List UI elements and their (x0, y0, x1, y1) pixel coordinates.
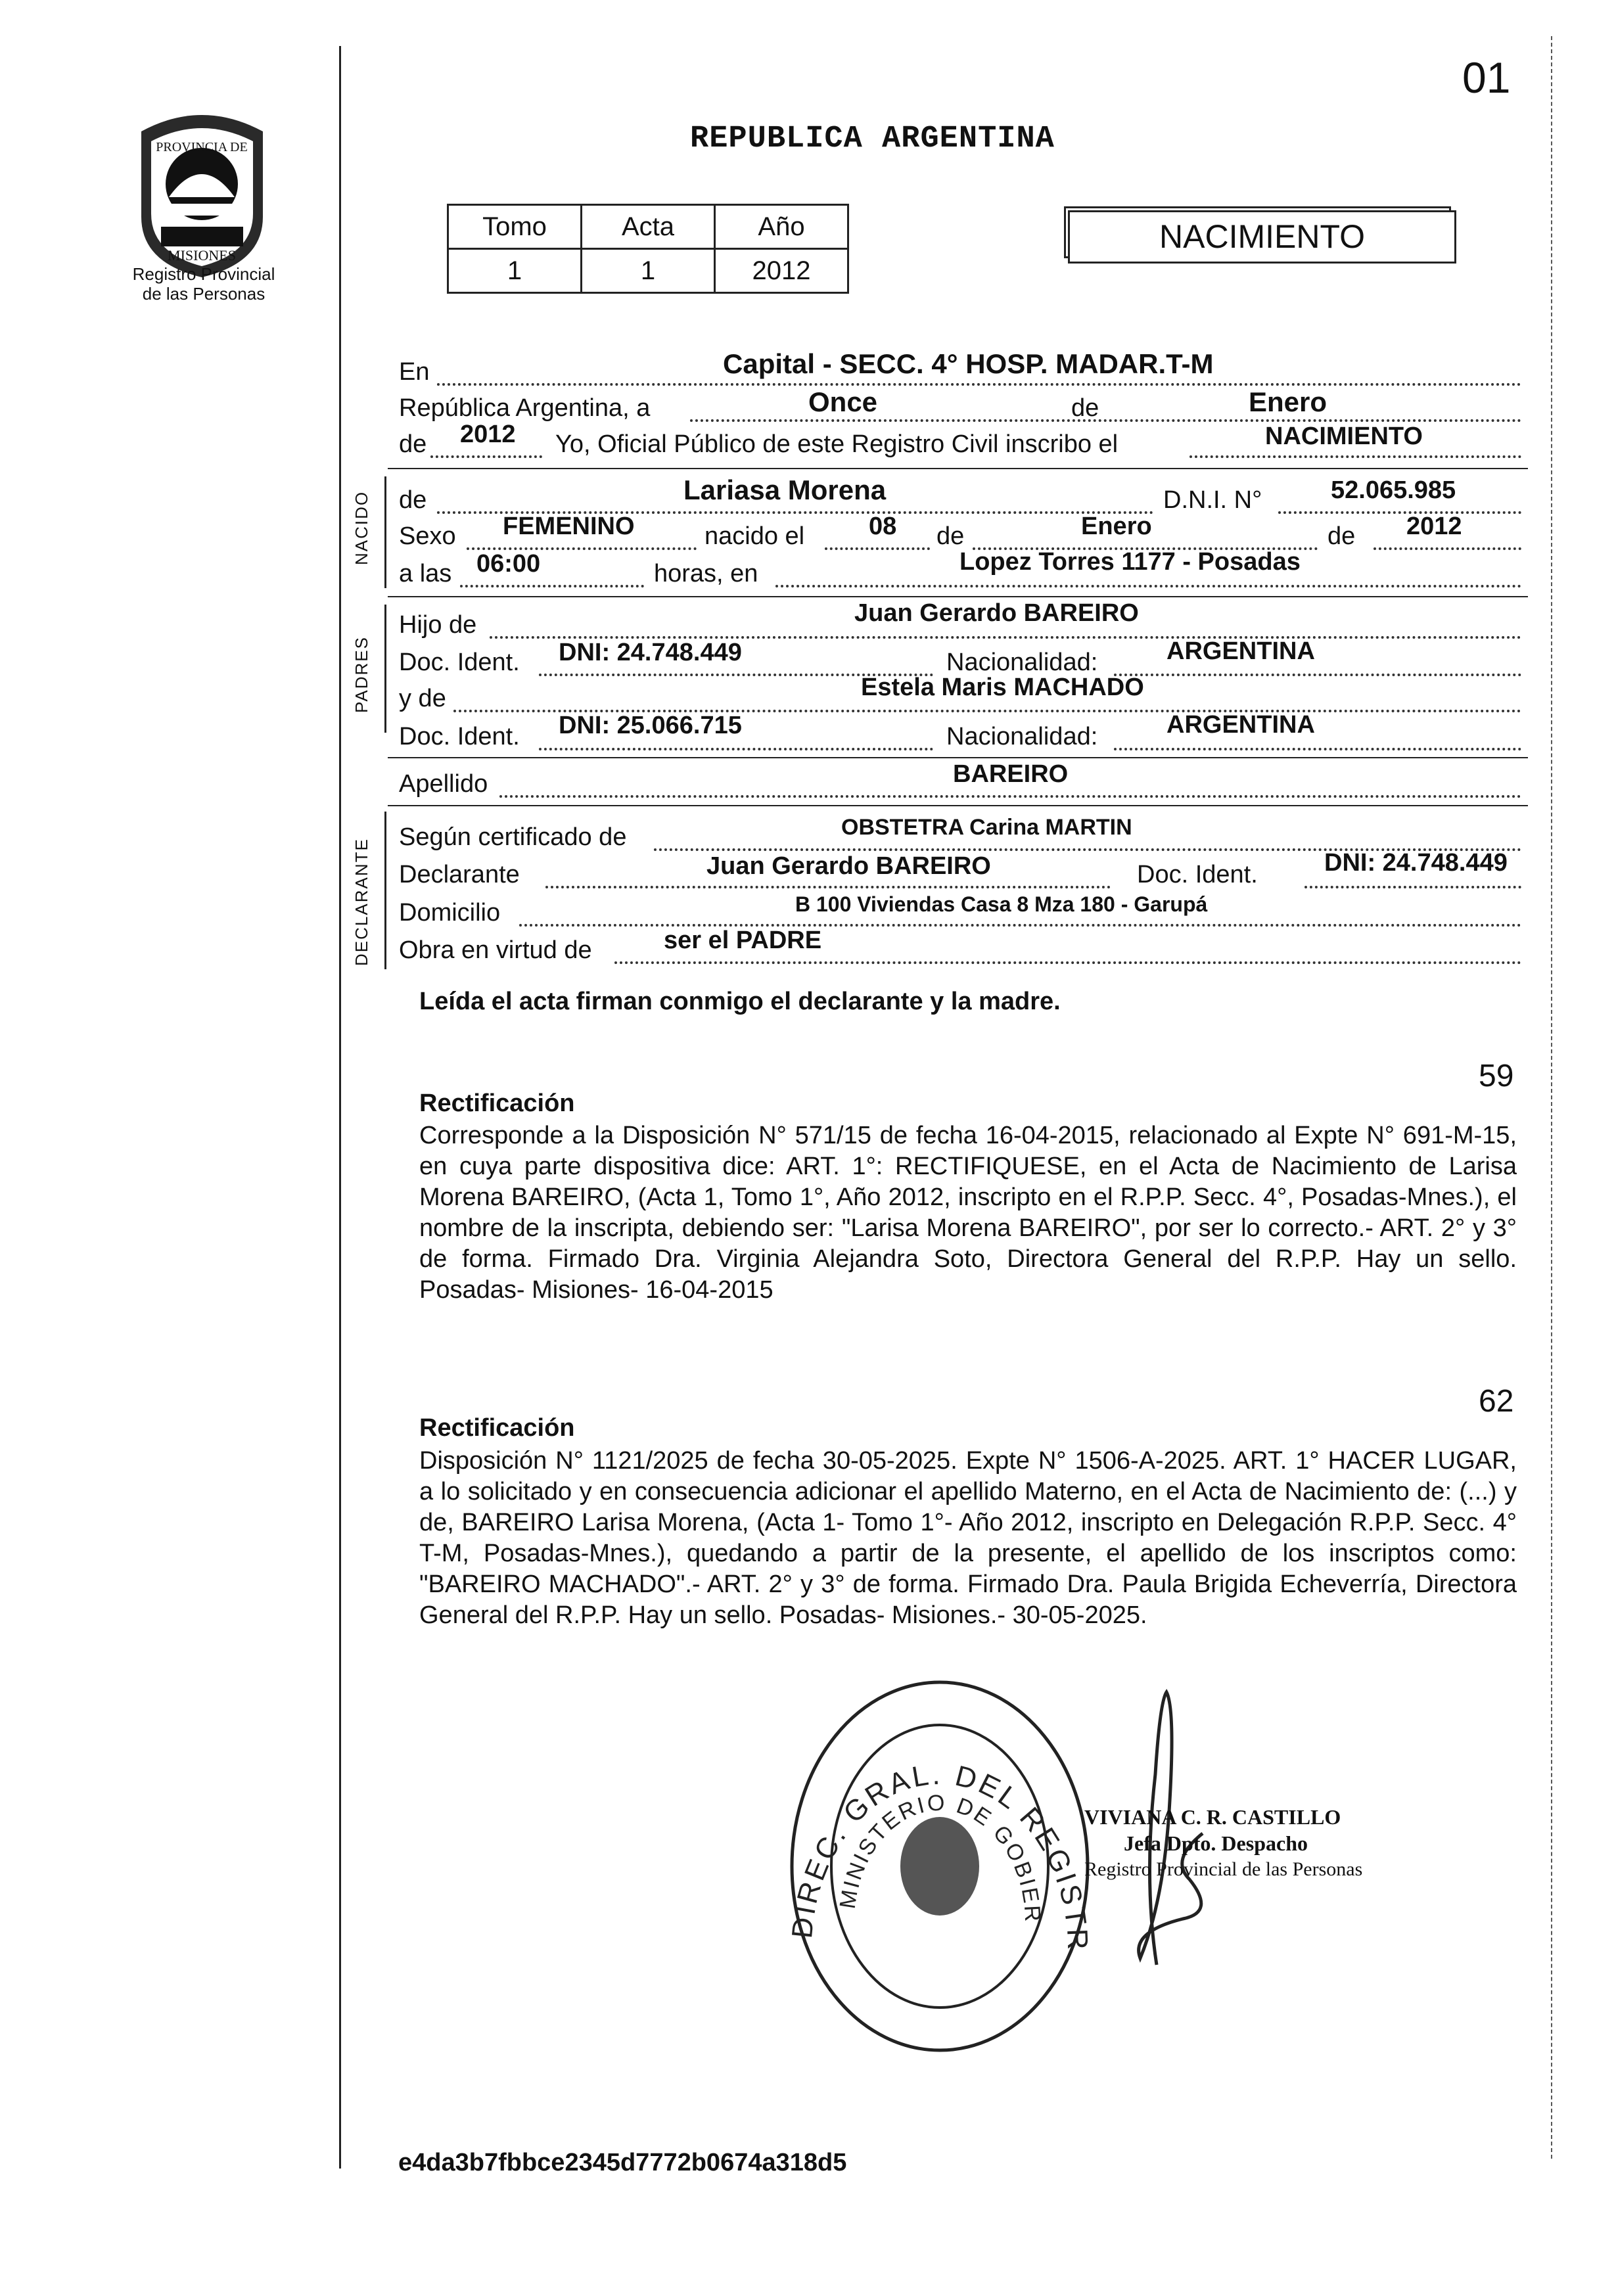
right-margin-line (1551, 36, 1552, 2159)
dotted-line (614, 961, 1521, 964)
label-en: En (399, 358, 430, 386)
apellido-value: BAREIRO (953, 760, 1069, 788)
nacido-year: 2012 (1406, 513, 1462, 540)
act-registered: NACIMIENTO (1265, 423, 1423, 450)
act-type-box: NACIMIENTO (1068, 210, 1456, 264)
dotted-line (499, 795, 1521, 798)
act-place: Capital - SECC. 4° HOSP. MADAR.T-M (723, 348, 1214, 379)
label-a-las: a las (399, 560, 452, 587)
act-year: 2012 (460, 421, 516, 448)
svg-text:DIREC. GRAL. DEL REGISTRO PROV: DIREC. GRAL. DEL REGISTR (785, 1758, 1094, 1953)
section-label-nacido: NACIDO (352, 490, 371, 565)
document-hash: e4da3b7fbbce2345d7772b0674a318d5 (398, 2149, 847, 2176)
certificado-value: OBSTETRA Carina MARTIN (841, 815, 1132, 840)
label-nacionalidad-father: Nacionalidad: (946, 649, 1098, 676)
act-day: Once (808, 386, 878, 417)
dotted-line (1374, 547, 1521, 550)
acta-header: Acta (582, 205, 715, 249)
declarante-name: Juan Gerardo BAREIRO (706, 852, 991, 880)
dotted-line (825, 547, 930, 550)
dotted-line (1278, 511, 1521, 514)
divider (388, 468, 1528, 469)
label-dni: D.N.I. N° (1163, 486, 1262, 514)
section-label-declarante: DECLARANTE (352, 838, 371, 966)
father-nationality: ARGENTINA (1166, 637, 1315, 665)
svg-text:PROVINCIA DE: PROVINCIA DE (156, 140, 248, 154)
label-yo-text: Yo, Oficial Público de este Registro Civil inscribo el (555, 430, 1119, 458)
registry-name-line1: Registro Provincial (132, 264, 275, 284)
nacido-name: Lariasa Morena (683, 474, 887, 505)
nacido-birth-place: Lopez Torres 1177 - Posadas (959, 548, 1301, 576)
mother-nationality: ARGENTINA (1166, 711, 1315, 739)
dotted-line (437, 383, 1521, 386)
dotted-line (775, 585, 1521, 587)
label-republica: República Argentina, a (399, 394, 651, 422)
section-label-padres: PADRES (352, 636, 371, 713)
label-de-year-2: de (1327, 522, 1356, 550)
anio-header: Año (715, 205, 848, 249)
nacido-month: Enero (1081, 513, 1152, 540)
dotted-line (1114, 674, 1521, 676)
rectificacion-number: 62 (1479, 1384, 1514, 1419)
label-nacido-el: nacido el (704, 522, 805, 550)
act-month: Enero (1249, 386, 1327, 417)
anio-value: 2012 (715, 249, 848, 293)
rectificacion-text: Corresponde a la Disposición N° 571/15 de fecha 16-04-2015, relacionado al Expte N° 691-M-15, en cuya parte dispositiva dice: ART. 1°: RECTIFIQUESE, en el Acta de Nacimiento de Larisa Morena BAREIRO, (Acta 1, Tomo 1°, Año 2012, inscripto en el R.P.P. Secc. 4°, Posadas-Mnes.), el nombre de la inscripta, debiendo ser: "Larisa Morena BAREIRO", por ser lo correcto.- ART. 2° y 3° de forma. Firmado Dra. Virginia Alejandra Soto, Directora General del R.P.P. Hay un sello. Posadas- Misiones- 16-04-2015 (419, 1122, 1517, 1304)
registry-name-line2: de las Personas (142, 284, 265, 304)
rectificacion-title: Rectificación (419, 1414, 575, 1442)
rectificacion-text: Disposición N° 1121/2025 de fecha 30-05-2025. Expte N° 1506-A-2025. ART. 1° HACER LUGAR, a lo solicitado y en consecuencia adicionar el apellido Materno, en el Acta de Nacimiento de: (...) y de, BAREIRO Larisa Morena, (Acta 1- Tomo 1°- Año 2012, inscripto en Delegación R.P.P. Secc. 4° T-M, Posadas-Mnes.), quedando a partir de la presente, el apellido de los inscriptos como: "BAREIRO MACHADO".- ART. 2° y 3° de forma. Firmado Dra. Paula Brigida Echeverría, Directora General del R.P.P. Hay un sello. Posadas- Misiones.- 30-05-2025. (419, 1447, 1517, 1629)
label-de: de (1071, 394, 1099, 422)
signer-name: VIVIANA C. R. CASTILLO (1084, 1805, 1341, 1829)
dotted-line (430, 455, 542, 458)
rectificacion-number: 59 (1479, 1059, 1514, 1093)
label-doc-declarante: Doc. Ident. (1137, 861, 1258, 888)
label-hijo-de: Hijo de (399, 611, 477, 639)
father-doc: DNI: 24.748.449 (559, 639, 742, 666)
nacido-time: 06:00 (476, 550, 541, 578)
label-y-de: y de (399, 685, 446, 712)
father-name: Juan Gerardo BAREIRO (854, 599, 1139, 627)
acta-value: 1 (582, 249, 715, 293)
rectificacion-title: Rectificación (419, 1090, 575, 1117)
nacido-sexo: FEMENINO (503, 513, 635, 540)
label-certificado: Según certificado de (399, 823, 627, 851)
closing-text: Leída el acta firman conmigo el declarante y la madre. (419, 988, 1061, 1015)
official-seal (782, 1672, 1097, 2060)
label-nacionalidad-mother: Nacionalidad: (946, 723, 1098, 750)
dotted-line (1304, 886, 1521, 888)
divider (388, 596, 1528, 597)
provincial-emblem (122, 105, 283, 283)
mother-doc: DNI: 25.066.715 (559, 712, 742, 739)
svg-text:MINISTERIO DE GOBIERNO: MINISTERIO DE GOBIER (835, 1790, 1046, 1924)
nacido-day: 08 (869, 513, 897, 540)
label-obra: Obra en virtud de (399, 936, 592, 964)
dotted-line (539, 748, 933, 750)
label-domicilio: Domicilio (399, 899, 501, 927)
declarante-doc: DNI: 24.748.449 (1324, 849, 1508, 877)
label-de-month: de (936, 522, 965, 550)
tomo-acta-anio-table (447, 204, 849, 294)
dotted-line (1114, 748, 1521, 750)
divider (388, 805, 1528, 806)
svg-text:MISIONES: MISIONES (168, 247, 236, 264)
tomo-header: Tomo (448, 205, 582, 249)
domicilio-value: B 100 Viviendas Casa 8 Mza 180 - Garupá (795, 892, 1208, 916)
label-declarante: Declarante (399, 861, 520, 888)
page-number: 01 (1462, 53, 1511, 102)
padres-bracket (384, 605, 386, 733)
dotted-line (1189, 455, 1521, 458)
label-doc-mother: Doc. Ident. (399, 723, 520, 750)
nacido-bracket (384, 476, 386, 588)
dotted-line (690, 419, 1521, 422)
label-de-name: de (399, 486, 427, 514)
label-de-year: de (399, 430, 427, 458)
label-horas: horas, en (654, 560, 758, 587)
signer-block (1084, 1804, 1362, 1883)
tomo-value: 1 (448, 249, 582, 293)
divider (388, 757, 1528, 758)
label-doc-father: Doc. Ident. (399, 649, 520, 676)
label-apellido: Apellido (399, 770, 488, 798)
nacido-dni: 52.065.985 (1331, 476, 1456, 504)
dotted-line (460, 585, 644, 587)
mother-name: Estela Maris MACHADO (861, 674, 1144, 701)
declarante-bracket (384, 812, 386, 969)
dotted-line (545, 886, 1111, 888)
signer-org: Registro Provincial de las Personas (1084, 1858, 1363, 1880)
left-margin-line (339, 46, 341, 2169)
obra-value: ser el PADRE (664, 927, 822, 954)
signer-role: Jefa Dpto. Despacho (1124, 1831, 1308, 1855)
registry-name (105, 264, 302, 304)
country-title: REPUBLICA ARGENTINA (690, 122, 1055, 156)
label-sexo: Sexo (399, 522, 456, 550)
